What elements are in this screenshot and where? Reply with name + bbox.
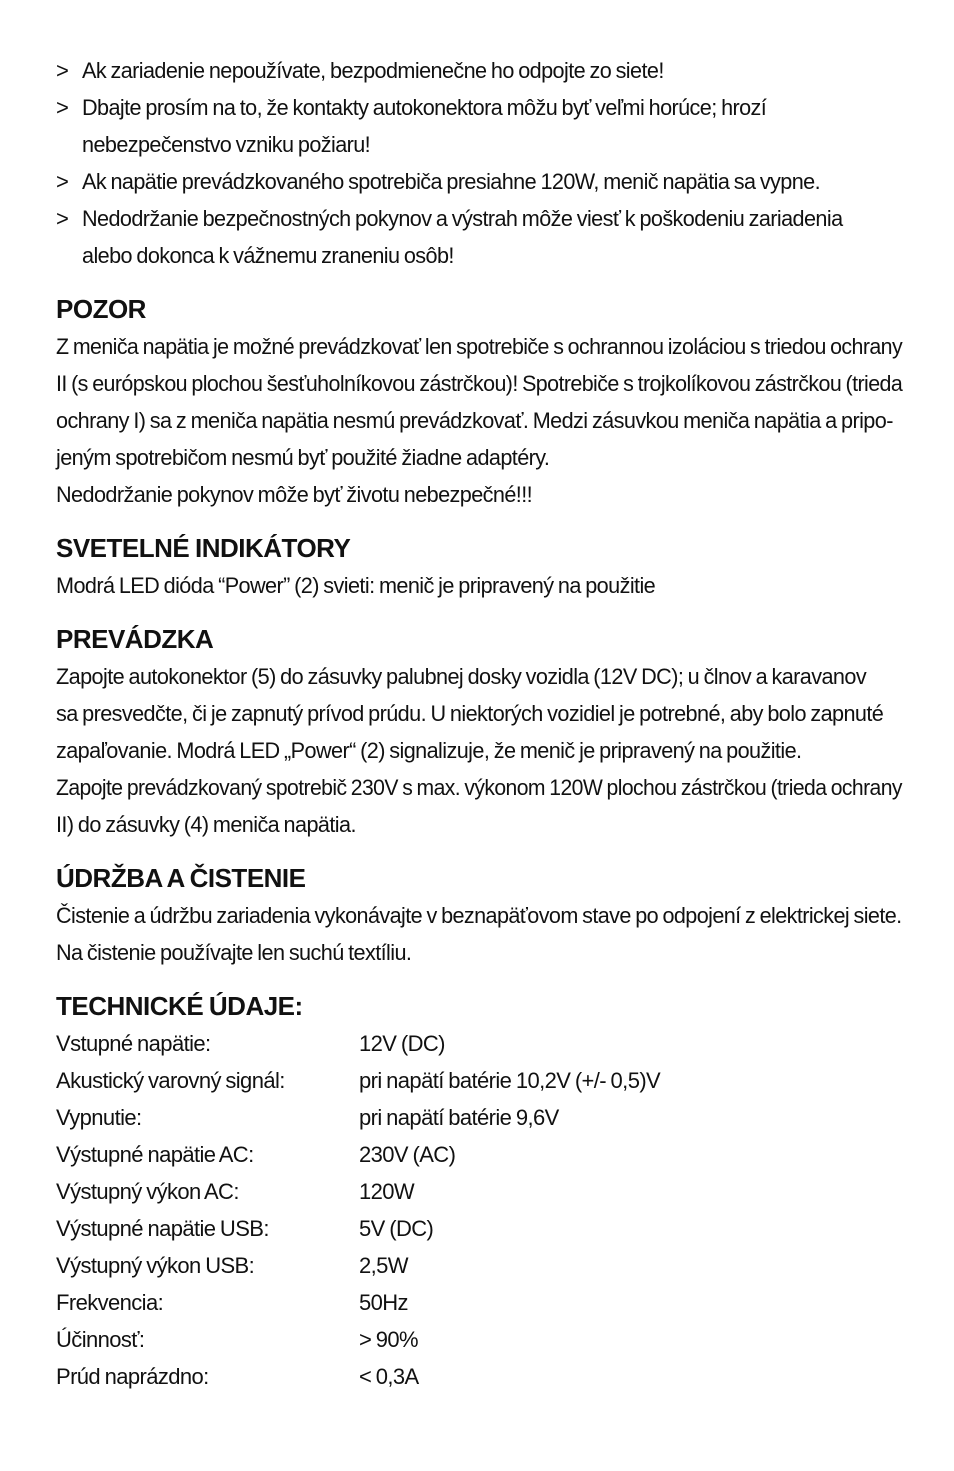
maintenance-heading: ÚDRŽBA A ČISTENIE — [56, 863, 306, 893]
bullet-marker: > — [56, 206, 69, 231]
spec-label: Účinnosť: — [56, 1327, 145, 1352]
warning-line: alebo dokonca k vážnemu zraneniu osôb! — [82, 243, 454, 268]
spec-label: Vstupné napätie: — [56, 1031, 211, 1056]
spec-label: Prúd naprázdno: — [56, 1364, 209, 1389]
spec-row — [56, 1321, 916, 1358]
maintenance-section — [56, 859, 916, 971]
pozor-line: jeným spotrebičom nesmú byť použité žiadne adaptéry. — [56, 445, 550, 470]
spec-value: 50Hz — [359, 1290, 408, 1315]
indicators-section — [56, 529, 916, 604]
spec-value: 120W — [359, 1179, 415, 1204]
warning-line: nebezpečenstvo vzniku požiaru! — [82, 132, 371, 157]
spec-value: < 0,3A — [359, 1364, 419, 1389]
pozor-section — [56, 290, 916, 513]
warning-line: Ak zariadenie nepoužívate, bezpodmienečne ho odpojte zo siete! — [82, 58, 664, 83]
warning-item — [56, 163, 916, 200]
pozor-line: Z meniča napätia je možné prevádzkovať len spotrebiče s ochrannou izoláciou s triedou ochrany — [56, 334, 903, 359]
spec-row — [56, 1173, 916, 1210]
warning-item — [56, 52, 916, 89]
spec-label: Výstupný výkon AC: — [56, 1179, 239, 1204]
spec-label: Výstupné napätie USB: — [56, 1216, 269, 1241]
operation-line: II) do zásuvky (4) meniča napätia. — [56, 812, 356, 837]
operation-line: Zapojte autokonektor (5) do zásuvky palubnej dosky vozidla (12V DC); u člnov a karavanov — [56, 664, 867, 689]
spec-value: pri napätí batérie 10,2V (+/- 0,5)V — [359, 1068, 661, 1093]
warning-item — [56, 89, 916, 163]
operation-line: zapaľovanie. Modrá LED „Power“ (2) signalizuje, že menič je pripravený na použitie. — [56, 738, 802, 763]
spec-row — [56, 1210, 916, 1247]
spec-value: 2,5W — [359, 1253, 408, 1278]
specs-section — [56, 987, 916, 1395]
bullet-marker: > — [56, 95, 69, 120]
warning-line: Dbajte prosím na to, že kontakty autokonektora môžu byť veľmi horúce; hrozí — [82, 95, 767, 120]
maintenance-line: Čistenie a údržbu zariadenia vykonávajte v beznapäťovom stave po odpojení z elektrickej siete. — [56, 903, 902, 928]
maintenance-line: Na čistenie používajte len suchú textíliu. — [56, 940, 412, 965]
operation-heading: PREVÁDZKA — [56, 624, 214, 654]
indicators-line: Modrá LED dióda “Power” (2) svieti: menič je pripravený na použitie — [56, 573, 656, 598]
specs-heading: TECHNICKÉ ÚDAJE: — [56, 991, 303, 1021]
manual-page — [56, 52, 916, 1395]
spec-value: 230V (AC) — [359, 1142, 456, 1167]
pozor-line: ochrany I) sa z meniča napätia nesmú prevádzkovať. Medzi zásuvkou meniča napätia a pripo- — [56, 408, 893, 433]
spec-row — [56, 1099, 916, 1136]
operation-line: Zapojte prevádzkovaný spotrebič 230V s max. výkonom 120W plochou zástrčkou (trieda ochrany — [56, 775, 902, 800]
bullet-marker: > — [56, 58, 69, 83]
spec-row — [56, 1025, 916, 1062]
spec-value: pri napätí batérie 9,6V — [359, 1105, 559, 1130]
spec-row — [56, 1284, 916, 1321]
spec-value: 12V (DC) — [359, 1031, 445, 1056]
spec-row — [56, 1358, 916, 1395]
warning-line: Nedodržanie bezpečnostných pokynov a výstrah môže viesť k poškodeniu zariadenia — [82, 206, 843, 231]
specs-table — [56, 1025, 916, 1395]
indicators-heading: SVETELNÉ INDIKÁTORY — [56, 533, 351, 563]
bullet-marker: > — [56, 169, 69, 194]
spec-label: Vypnutie: — [56, 1105, 142, 1130]
operation-line: sa presvedčte, či je zapnutý prívod prúdu. U niektorých vozidiel je potrebné, aby bolo zapnuté — [56, 701, 884, 726]
pozor-heading: POZOR — [56, 294, 146, 324]
spec-row — [56, 1136, 916, 1173]
pozor-line: II (s európskou plochou šesťuholníkovou zástrčkou)! Spotrebiče s trojkolíkovou zástrčkou (trieda — [56, 371, 903, 396]
warnings-list — [56, 52, 916, 274]
spec-label: Frekvencia: — [56, 1290, 164, 1315]
operation-section — [56, 620, 916, 843]
spec-row — [56, 1247, 916, 1284]
warning-line: Ak napätie prevádzkovaného spotrebiča presiahne 120W, menič napätia sa vypne. — [82, 169, 821, 194]
pozor-line: Nedodržanie pokynov môže byť životu nebezpečné!!! — [56, 482, 533, 507]
warning-item — [56, 200, 916, 274]
spec-row — [56, 1062, 916, 1099]
spec-label: Výstupné napätie AC: — [56, 1142, 254, 1167]
spec-value: > 90% — [359, 1327, 418, 1352]
spec-label: Výstupný výkon USB: — [56, 1253, 255, 1278]
spec-label: Akustický varovný signál: — [56, 1068, 285, 1093]
spec-value: 5V (DC) — [359, 1216, 434, 1241]
